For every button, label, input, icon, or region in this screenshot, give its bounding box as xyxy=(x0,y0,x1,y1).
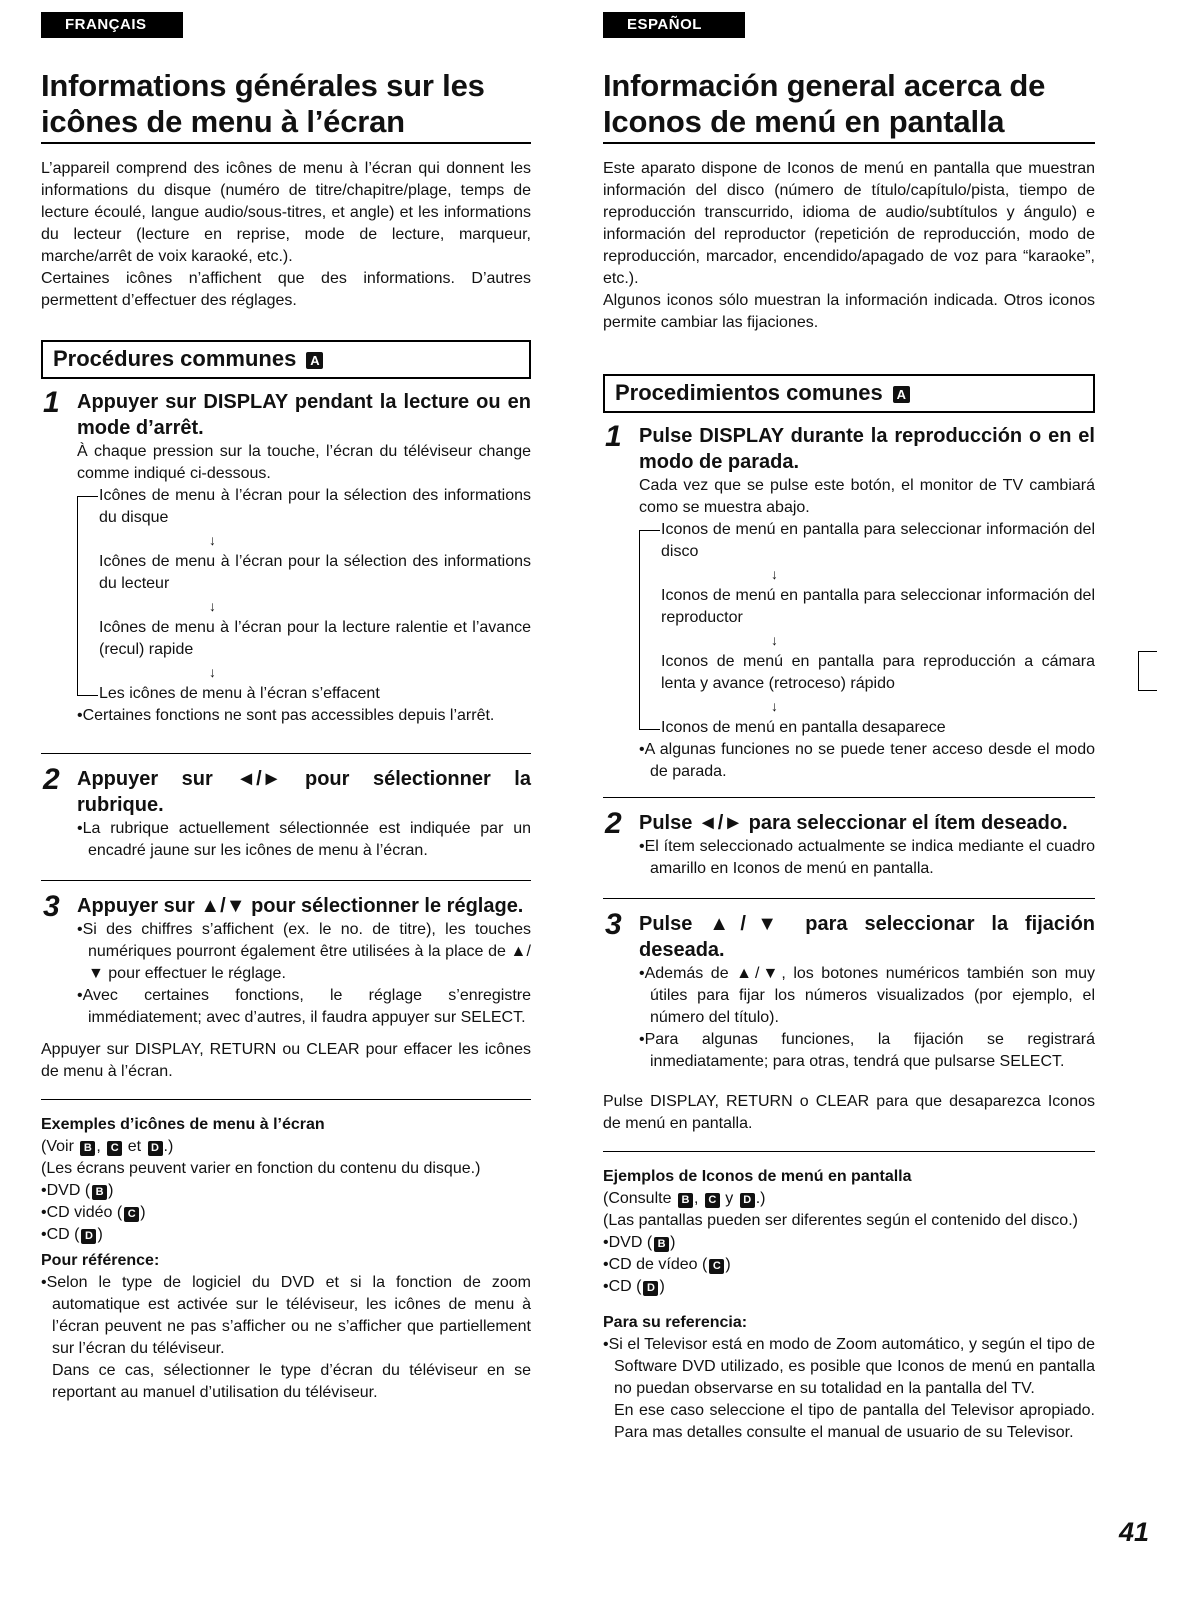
divider xyxy=(41,1099,531,1100)
section-edge-tab xyxy=(1138,651,1157,691)
step-2 xyxy=(603,807,1095,880)
reference-note: Dans ce cas, sélectionner le type d’écran du téléviseur en se reportant au manuel d’utilisation du téléviseur. xyxy=(52,1362,531,1401)
step-title: Pulse DISPLAY durante la reproducción o en el modo de parada. xyxy=(639,425,1095,473)
figure-badge-d: D xyxy=(81,1229,96,1244)
procedures-title: Procedimientos comunes xyxy=(615,380,883,405)
reference-note: •Si el Televisor está en modo de Zoom automático, y según el tipo de Software DVD utilizado, es posible que Iconos de menú en pantalla no puedan observarse en su totalidad en la pantalla del TV. xyxy=(603,1336,1095,1397)
step-number: 2 xyxy=(605,807,622,840)
close-paren: ) xyxy=(670,1234,676,1251)
example-label: •CD vidéo ( xyxy=(41,1204,123,1221)
example-video-cd xyxy=(603,1254,1095,1276)
figure-badge-d: D xyxy=(740,1193,755,1208)
example-label: •CD de vídeo ( xyxy=(603,1256,708,1273)
down-arrow-icon: ↓ xyxy=(209,598,216,614)
step-3 xyxy=(603,908,1095,1073)
figure-badge-b: B xyxy=(678,1193,693,1208)
step-note: •Certaines fonctions ne sont pas accessibles depuis l’arrêt. xyxy=(77,707,495,724)
step-body xyxy=(639,963,1095,1073)
cycle-return-bracket xyxy=(639,530,660,730)
step-title: Appuyer sur DISPLAY pendant la lecture ou en mode d’arrêt. xyxy=(77,391,531,439)
see-figures: (Voir B , C et D .) xyxy=(41,1138,174,1155)
divider xyxy=(603,898,1095,899)
down-arrow-icon: ↓ xyxy=(209,664,216,680)
divider xyxy=(603,797,1095,798)
step-note: •Para algunas funciones, la fijación se registrará inmediatamente; para otras, tendrá que pulsarse SELECT. xyxy=(639,1031,1095,1070)
title-line-1: Informations générales sur les xyxy=(41,68,485,103)
title-line-2: Iconos de menú en pantalla xyxy=(603,104,1005,139)
example-dvd xyxy=(603,1232,1095,1254)
see-and: et xyxy=(127,1138,142,1155)
down-arrow-icon: ↓ xyxy=(209,532,216,548)
step-number: 1 xyxy=(605,420,622,453)
figure-badge-b: B xyxy=(654,1237,669,1252)
divider xyxy=(603,1151,1095,1152)
title-line-1: Información general acerca de xyxy=(603,68,1046,103)
step-body xyxy=(77,441,531,727)
close-paren: ) xyxy=(659,1278,665,1295)
examples-heading: Ejemplos de Iconos de menú en pantalla xyxy=(603,1168,912,1185)
see-suffix: .) xyxy=(755,1190,766,1207)
close-paren: ) xyxy=(725,1256,731,1273)
example-cd xyxy=(603,1276,1095,1298)
figure-badge-b: B xyxy=(92,1185,107,1200)
closing-text: Appuyer sur DISPLAY, RETURN ou CLEAR pour effacer les icônes de menu à l’écran. xyxy=(41,1041,531,1080)
screens-vary-note: (Las pantallas pueden ser diferentes según el contenido del disco.) xyxy=(603,1212,1078,1229)
step-title: Appuyer sur ◄/► pour sélectionner la rubrique. xyxy=(77,768,531,816)
flow-item: Icônes de menu à l’écran pour la sélection des informations du disque xyxy=(99,487,531,526)
closing-instruction xyxy=(603,1091,1095,1135)
closing-instruction xyxy=(41,1039,531,1083)
procedures-box-heading xyxy=(41,340,531,379)
figure-badge-c: C xyxy=(124,1207,139,1222)
french-column xyxy=(41,12,531,1404)
example-cd xyxy=(41,1224,531,1246)
step-body xyxy=(639,475,1095,783)
divider xyxy=(41,753,531,754)
close-paren: ) xyxy=(97,1226,103,1243)
figure-badge-b: B xyxy=(80,1141,95,1156)
down-arrow-icon: ↓ xyxy=(771,632,778,648)
see-prefix: (Voir xyxy=(41,1138,74,1155)
page-number: 41 xyxy=(1119,1517,1150,1547)
figure-badge-d: D xyxy=(148,1141,163,1156)
flow-item: Icônes de menu à l’écran pour la lecture ralentie et l’avance (recul) rapide xyxy=(99,619,531,658)
intro-text xyxy=(41,158,531,312)
language-tab-french: FRANÇAIS xyxy=(41,12,183,38)
reference-note: En ese caso seleccione el tipo de pantalla del Televisor apropiado. Para mas detalles consulte el manual de usuario de su Televisor. xyxy=(614,1402,1095,1441)
step-number: 3 xyxy=(43,890,60,923)
see-figures: (Consulte B , C y D .) xyxy=(603,1190,766,1207)
see-and: y xyxy=(725,1190,734,1207)
step-note: •Si des chiffres s’affichent (ex. le no. de titre), les touches numériques pourront également être utilisées à la place de ▲/▼ pour effectuer le réglage. xyxy=(77,921,531,982)
example-label: •DVD ( xyxy=(603,1234,653,1251)
intro-paragraph: Certaines icônes n’affichent que des informations. D’autres permettent d’effectuer des réglages. xyxy=(41,270,531,309)
reference-note: •Selon le type de logiciel du DVD et si la fonction de zoom automatique est activée sur le téléviseur, les icônes de menu à l’écran peuvent ne pas s’afficher ou ne s’afficher que partiellement sur l’écran du téléviseur. xyxy=(41,1274,531,1357)
step-1 xyxy=(603,420,1095,783)
close-paren: ) xyxy=(108,1182,114,1199)
spanish-column xyxy=(603,12,1095,1444)
step-3 xyxy=(41,890,531,1029)
intro-text xyxy=(603,158,1095,334)
down-arrow-icon: ↓ xyxy=(771,566,778,582)
see-suffix: .) xyxy=(163,1138,174,1155)
title-line-2: icônes de menu à l’écran xyxy=(41,104,405,139)
figure-badge-a: A xyxy=(306,352,323,369)
step-note: •La rubrique actuellement sélectionnée est indiquée par un encadré jaune sur les icônes de menu à l’écran. xyxy=(77,820,531,859)
cycle-return-bracket xyxy=(77,496,98,696)
flow-item: Icônes de menu à l’écran pour la sélection des informations du lecteur xyxy=(99,553,531,592)
divider xyxy=(41,880,531,881)
examples-heading: Exemples d’icônes de menu à l’écran xyxy=(41,1116,325,1133)
display-cycle-flow xyxy=(99,485,531,705)
step-2 xyxy=(41,763,531,862)
reference-heading: Pour référence: xyxy=(41,1252,160,1269)
figure-badge-d: D xyxy=(643,1281,658,1296)
flow-item: Iconos de menú en pantalla para reproducción a cámara lenta y avance (retroceso) rápido xyxy=(661,653,1095,692)
step-number: 3 xyxy=(605,908,622,941)
step-description: Cada vez que se pulse este botón, el monitor de TV cambiará como se muestra abajo. xyxy=(639,477,1095,516)
example-label: •CD ( xyxy=(41,1226,80,1243)
step-note: •A algunas funciones no se puede tener acceso desde el modo de parada. xyxy=(639,741,1095,780)
figure-badge-a: A xyxy=(893,386,910,403)
intro-paragraph: L’appareil comprend des icônes de menu à l’écran qui donnent les informations du disque (numéro de titre/chapitre/plage, temps de lecture écoulé, langue audio/sous-titres, et angle) et les informations du lecteur (lecture en reprise, mode de lecture, marqueur, marche/arrêt de voix karaoké, etc.). xyxy=(41,160,531,265)
examples-section xyxy=(603,1166,1095,1444)
intro-paragraph: Este aparato dispone de Iconos de menú en pantalla que muestran información del disco (número de título/capítulo/pista, tiempo de reproducción transcurrido, idioma de audio/subtítulos y ángulo) e información del reproductor (repetición de reproducción, modo de reproducción, marcador, encendido/apagado de voz para “karaoke”, etc.). xyxy=(603,160,1095,287)
procedures-box-heading xyxy=(603,374,1095,413)
language-tab-spanish: ESPAÑOL xyxy=(603,12,745,38)
step-note: •El ítem seleccionado actualmente se indica mediante el cuadro amarillo en Iconos de menú en pantalla. xyxy=(639,838,1095,877)
figure-badge-c: C xyxy=(709,1259,724,1274)
see-prefix: (Consulte xyxy=(603,1190,672,1207)
step-note: •Además de ▲/▼, los botones numéricos también son muy útiles para fijar los números visualizados (por ejemplo, el número del título). xyxy=(639,965,1095,1026)
example-video-cd xyxy=(41,1202,531,1224)
close-paren: ) xyxy=(140,1204,146,1221)
flow-item: Iconos de menú en pantalla para seleccionar información del reproductor xyxy=(661,587,1095,626)
figure-badge-c: C xyxy=(107,1141,122,1156)
step-body xyxy=(77,818,531,862)
section-title-spanish xyxy=(603,68,1095,144)
closing-text: Pulse DISPLAY, RETURN o CLEAR para que desaparezca Iconos de menú en pantalla. xyxy=(603,1093,1095,1132)
example-dvd xyxy=(41,1180,531,1202)
down-arrow-icon: ↓ xyxy=(771,698,778,714)
display-cycle-flow xyxy=(661,519,1095,739)
step-description: À chaque pression sur la touche, l’écran du téléviseur change comme indiqué ci-dessous. xyxy=(77,443,531,482)
reference-heading: Para su referencia: xyxy=(603,1314,748,1331)
step-body xyxy=(639,836,1095,880)
step-title: Appuyer sur ▲/▼ pour sélectionner le réglage. xyxy=(77,895,524,917)
flow-item: Iconos de menú en pantalla desaparece xyxy=(661,719,946,736)
example-label: •CD ( xyxy=(603,1278,642,1295)
intro-paragraph: Algunos iconos sólo muestran la información indicada. Otros iconos permite cambiar las fijaciones. xyxy=(603,292,1095,331)
flow-item: Les icônes de menu à l’écran s’effacent xyxy=(99,685,380,702)
step-title: Pulse ◄/► para seleccionar el ítem deseado. xyxy=(639,812,1068,834)
screens-vary-note: (Les écrans peuvent varier en fonction du contenu du disque.) xyxy=(41,1160,481,1177)
step-body xyxy=(77,919,531,1029)
step-number: 2 xyxy=(43,763,60,796)
step-title: Pulse ▲/▼ para seleccionar la fijación deseada. xyxy=(639,913,1095,961)
figure-badge-c: C xyxy=(705,1193,720,1208)
example-label: •DVD ( xyxy=(41,1182,91,1199)
examples-section xyxy=(41,1114,531,1404)
step-number: 1 xyxy=(43,386,60,419)
step-note: •Avec certaines fonctions, le réglage s’enregistre immédiatement; avec d’autres, il faudra appuyer sur SELECT. xyxy=(77,987,531,1026)
step-1 xyxy=(41,386,531,727)
flow-item: Iconos de menú en pantalla para seleccionar información del disco xyxy=(661,521,1095,560)
procedures-title: Procédures communes xyxy=(53,346,297,371)
section-title-french xyxy=(41,68,531,144)
